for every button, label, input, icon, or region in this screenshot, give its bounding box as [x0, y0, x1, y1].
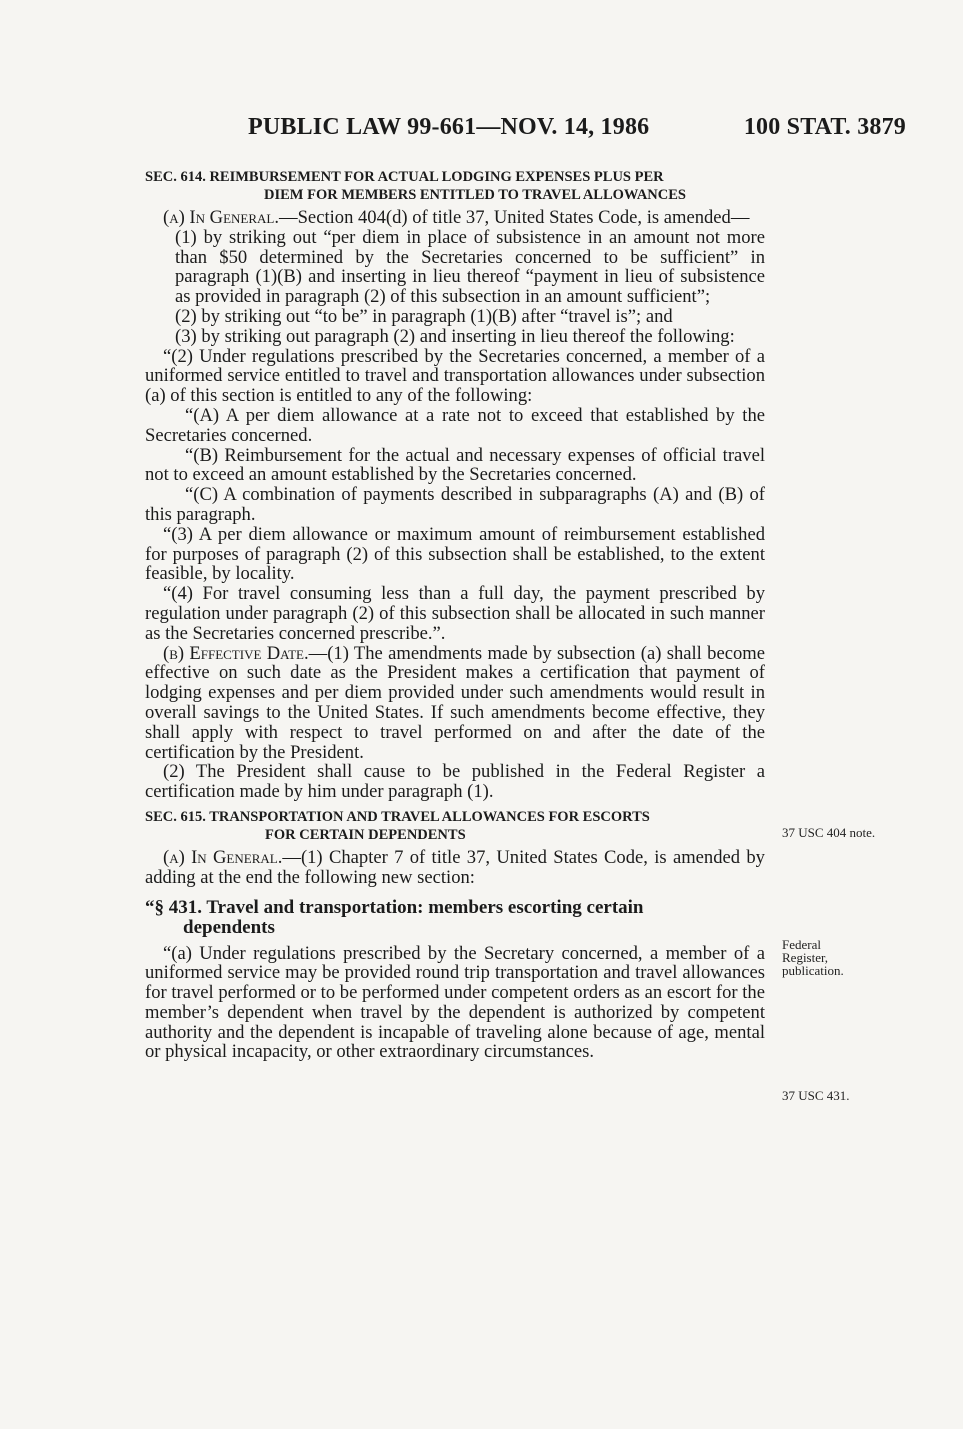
sec-614-heading-line2: DIEM FOR MEMBERS ENTITLED TO TRAVEL ALLOWANCES [264, 187, 686, 203]
sec-615-a [145, 848, 765, 888]
quoted-para-A: “(A) A per diem allowance at a rate not to exceed that established by the Secretaries concerned. [145, 404, 765, 446]
sec-614-heading [145, 168, 765, 204]
margin-note-federal-register [782, 938, 844, 977]
sec-615-heading-line1: SEC. 615. TRANSPORTATION AND TRAVEL ALLOWANCES FOR ESCORTS [145, 808, 650, 825]
header-citation: PUBLIC LAW 99-661—NOV. 14, 1986 [248, 114, 650, 140]
quoted-para-3: “(3) A per diem allowance or maximum amount of reimbursement established for purposes of paragraph (2) of this subsection shall be established, to the extent feasible, by locality. [145, 523, 765, 585]
sec-614-a [145, 208, 765, 228]
sec-615-a-label: (a) In General. [163, 846, 283, 868]
sec-614-b-text: —(1) The amendments made by subsection (a) shall become effective on such date as the President makes a certification that payment of lodging expenses and per diem provided under such amendments would result in overall savings to the United States. If such amendments become effective, they shall apply with respect to travel performed on and after the date of the certification by the President. [145, 642, 765, 763]
margin-note-431: 37 USC 431. [782, 1088, 850, 1103]
section-431-a: “(a) Under regulations prescribed by the Secretary concerned, a member of a uniformed service may be provided round trip transportation and travel allowances for travel performed or to be performed under competent orders as an escort for the member’s dependent when travel by the dependent is authorized by competent authority and the dependent is incapable of traveling alone because of age, mental or physical incapacity, or other extraordinary circumstances. [145, 942, 765, 1063]
sec-614-a-text: —Section 404(d) of title 37, United States Code, is amended— [279, 207, 750, 228]
clause-2: (2) by striking out “to be” in paragraph (1)(B) after “travel is”; and [175, 305, 673, 327]
quoted-para-4: “(4) For travel consuming less than a full day, the payment prescribed by regulation under paragraph (2) of this subsection shall be allocated in such manner as the Secretaries concerned prescribe.”. [145, 583, 765, 644]
sec-614-b-label: (b) Effective Date. [163, 642, 309, 664]
quoted-para-C: “(C) A combination of payments described in subparagraphs (A) and (B) of this paragraph. [145, 484, 765, 525]
clause-1: (1) by striking out “per diem in place of subsistence in an amount not more than $50 determined by the Secretaries concerned to be sufficient” in paragraph (1)(B) and inserting in lieu thereof “payment in lieu of subsistence as provided in paragraph (2) of this subsection in an amount sufficient”; [175, 226, 765, 308]
sec-614-heading-line1: SEC. 614. REIMBURSEMENT FOR ACTUAL LODGING EXPENSES PLUS PER [145, 169, 664, 185]
header-stat-page: 100 STAT. 3879 [743, 114, 906, 140]
margin-note-federal: Federal [782, 937, 821, 952]
clause-3: (3) by striking out paragraph (2) and inserting in lieu thereof the following: [175, 325, 735, 347]
section-431-heading-line1: “§ 431. Travel and transportation: members escorting certain [145, 896, 644, 918]
margin-note-register: Register, [782, 950, 829, 965]
section-431-heading [145, 898, 765, 938]
sec-614-b [145, 644, 765, 763]
margin-note-publication: publication. [782, 963, 844, 978]
section-431-heading-line2: dependents [183, 916, 275, 938]
sec-615-a-text: —(1) Chapter 7 of title 37, United States Code, is amended by adding at the end the following new section: [145, 846, 765, 888]
quoted-para-2: “(2) Under regulations prescribed by the Secretaries concerned, a member of a uniformed service entitled to travel and transportation allowances under subsection (a) of this section is entitled to any of the following: [145, 345, 765, 407]
quoted-para-B: “(B) Reimbursement for the actual and necessary expenses of official travel not to exceed an amount established by the Secretaries concerned. [145, 444, 765, 486]
sec-614-b2: (2) The President shall cause to be published in the Federal Register a certification made by him under paragraph (1). [145, 761, 765, 803]
document-body [145, 168, 765, 1062]
sec-615-heading-line2: FOR CERTAIN DEPENDENTS [265, 826, 466, 843]
sec-614-a-label: (a) In General. [163, 207, 279, 228]
margin-note-404: 37 USC 404 note. [782, 825, 876, 840]
sec-615-heading [145, 808, 765, 844]
